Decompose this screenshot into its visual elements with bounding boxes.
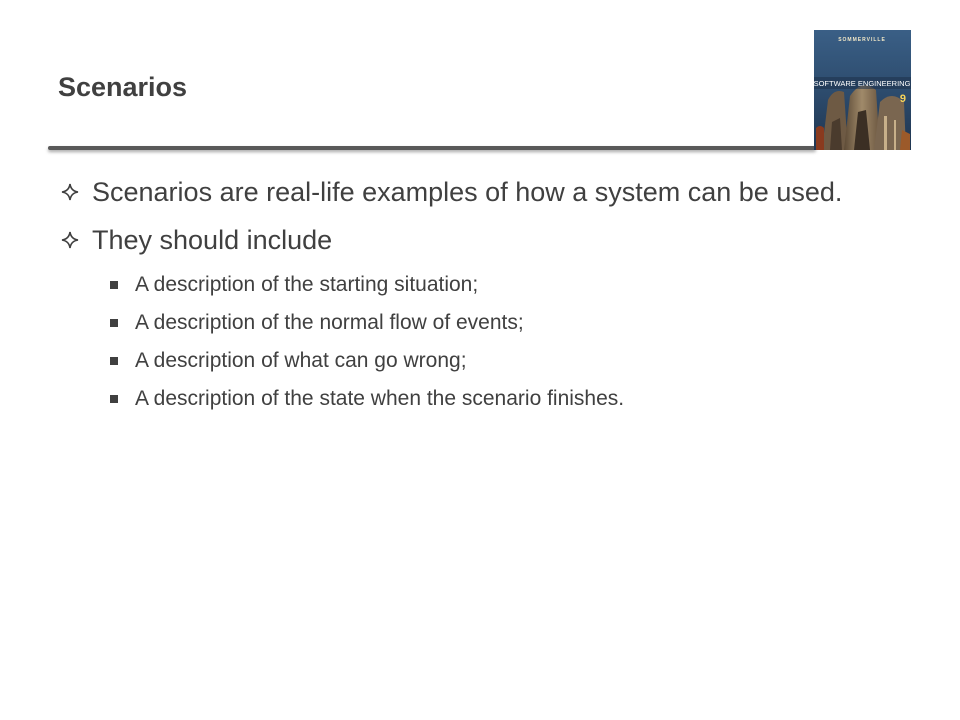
bullet-item (58, 220, 908, 260)
slide-title: Scenarios (58, 72, 188, 102)
sub-bullet-text: A description of the starting situation; (135, 273, 479, 296)
sub-bullet-text: A description of the state when the scenario finishes. (135, 387, 625, 410)
book-title-text: SOFTWARE ENGINEERING (814, 79, 911, 88)
sub-bullet-item (58, 348, 908, 374)
sub-bullet-text: A description of what can go wrong; (135, 349, 467, 372)
slide-body (58, 172, 908, 424)
square-bullet-icon (110, 319, 118, 327)
four-point-star-icon (58, 172, 84, 212)
book-author-text: SOMMERVILLE (838, 37, 886, 43)
title-underline (48, 146, 816, 150)
sub-bullet-item (58, 386, 908, 412)
square-bullet-icon (110, 357, 118, 365)
square-bullet-icon (110, 395, 118, 403)
bullet-text: They should include (92, 225, 333, 255)
bullet-item (58, 172, 908, 212)
book-edition-text: 9 (899, 93, 906, 105)
sub-bullet-list (58, 272, 908, 412)
four-point-star-icon (58, 220, 84, 260)
sub-bullet-item (58, 272, 908, 298)
sub-bullet-text: A description of the normal flow of events; (135, 311, 524, 334)
sub-bullet-item (58, 310, 908, 336)
square-bullet-icon (110, 281, 118, 289)
book-cover-image (814, 30, 911, 150)
bullet-text: Scenarios are real-life examples of how a system can be used. (92, 177, 843, 207)
